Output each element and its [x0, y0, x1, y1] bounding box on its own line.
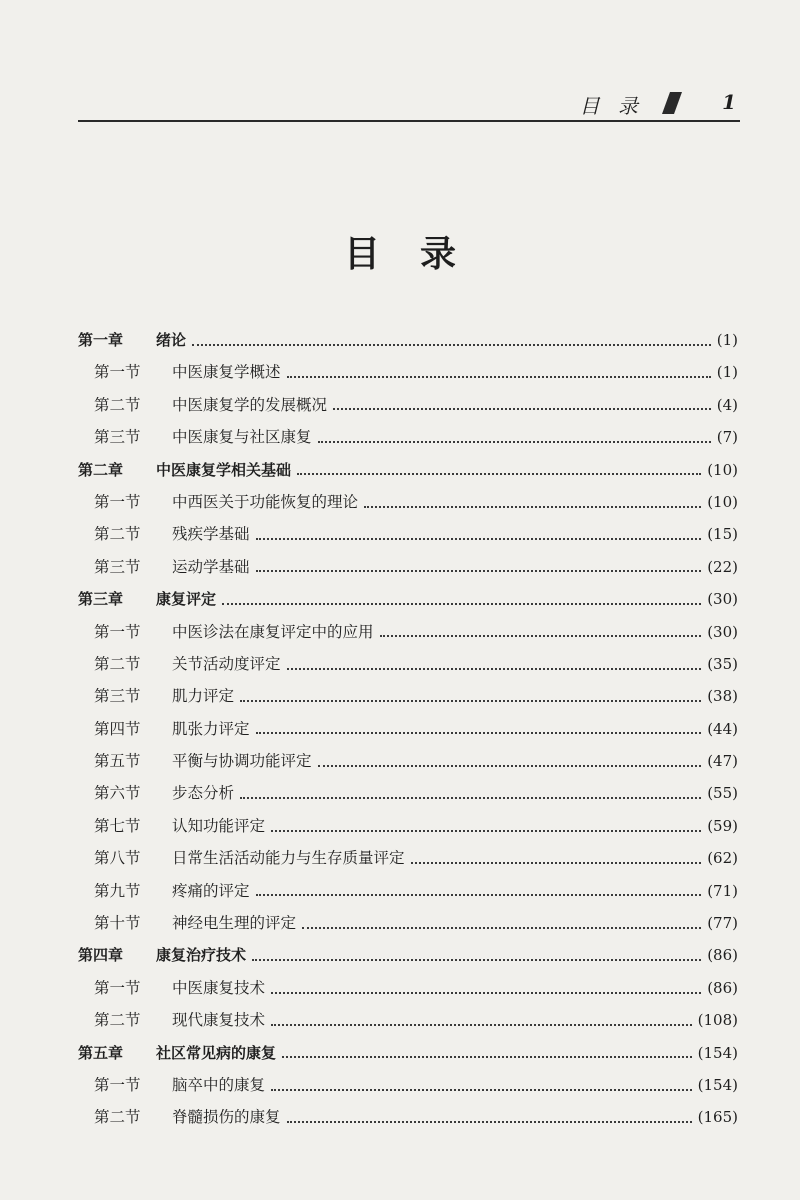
toc-entry-page: (154): [697, 1075, 738, 1094]
toc-entry-number: 第三节: [94, 428, 141, 447]
dot-leader: [252, 958, 701, 961]
toc-chapter-entry[interactable]: [78, 1037, 738, 1069]
toc-chapter-entry[interactable]: [78, 583, 738, 615]
toc-entry-page: (7): [716, 428, 738, 447]
page-title: 目录: [343, 234, 496, 275]
toc-chapter-entry[interactable]: [78, 454, 738, 486]
toc-entry-number: 第九节: [94, 881, 141, 900]
toc-entry-number: 第六节: [94, 784, 141, 803]
toc-section-entry[interactable]: [78, 648, 738, 680]
dot-leader: [271, 991, 701, 994]
toc-section-entry[interactable]: [78, 356, 738, 388]
toc-entry-label: 步态分析: [172, 784, 235, 803]
toc-section-entry[interactable]: [78, 518, 738, 550]
dot-leader: [318, 764, 702, 767]
dot-leader: [240, 699, 701, 702]
toc-entry-page: (59): [707, 816, 738, 835]
toc-entry-page: (44): [707, 719, 738, 738]
dot-leader: [364, 505, 701, 508]
toc-entry-page: (30): [707, 622, 738, 641]
toc-entry-page: (38): [707, 687, 738, 706]
dot-leader: [380, 634, 702, 637]
toc-section-entry[interactable]: [78, 421, 738, 453]
toc-entry-label: 日常生活活动能力与生存质量评定: [172, 849, 405, 868]
toc-entry-number: 第三节: [94, 557, 141, 576]
toc-entry-page: (35): [707, 654, 738, 673]
toc-entry-label: 中医康复与社区康复: [172, 428, 312, 447]
toc-entry-number: 第四章: [78, 946, 124, 965]
toc-entry-label: 现代康复技术: [172, 1011, 266, 1030]
toc-entry-label: 残疾学基础: [172, 525, 250, 544]
toc-section-entry[interactable]: [78, 616, 738, 648]
running-header: [78, 86, 740, 122]
toc-entry-label: 绪论: [156, 331, 187, 349]
toc-entry-number: 第七节: [94, 816, 141, 835]
dot-leader: [297, 472, 701, 475]
toc-entry-number: 第二节: [94, 1108, 141, 1127]
toc-entry-number: 第二节: [94, 525, 141, 544]
toc-chapter-entry[interactable]: [78, 939, 738, 971]
toc-section-entry[interactable]: [78, 1069, 738, 1101]
toc-section-entry[interactable]: [78, 777, 738, 809]
toc-entry-number: 第一节: [94, 363, 141, 382]
toc-entry-page: (154): [697, 1043, 738, 1062]
toc-entry-page: (15): [707, 525, 738, 544]
toc-entry-number: 第一章: [78, 331, 124, 349]
dot-leader: [192, 343, 711, 346]
toc-entry-number: 第三节: [94, 687, 141, 706]
toc-entry-label: 中西医关于功能恢复的理论: [172, 492, 359, 511]
toc-entry-label: 康复治疗技术: [156, 946, 247, 965]
toc-section-entry[interactable]: [78, 680, 738, 712]
dot-leader: [333, 407, 711, 410]
toc-entry-page: (1): [716, 331, 738, 349]
toc-entry-page: (10): [707, 492, 738, 511]
toc-section-entry[interactable]: [78, 907, 738, 939]
toc-entry-label: 脑卒中的康复: [172, 1075, 266, 1094]
toc-section-entry[interactable]: [78, 486, 738, 518]
toc-entry-label: 运动学基础: [172, 557, 250, 576]
toc-entry-label: 认知功能评定: [172, 816, 266, 835]
dot-leader: [256, 893, 702, 896]
dot-leader: [411, 861, 702, 864]
toc-section-entry[interactable]: [78, 389, 738, 421]
dot-leader: [282, 1055, 692, 1058]
toc-entry-page: (30): [707, 590, 738, 609]
toc-section-entry[interactable]: [78, 842, 738, 874]
toc-entry-number: 第一节: [94, 492, 141, 511]
toc-entry-label: 关节活动度评定: [172, 654, 281, 673]
toc-entry-number: 第一节: [94, 1075, 141, 1094]
toc-entry-number: 第四节: [94, 719, 141, 738]
toc-entry-number: 第五章: [78, 1043, 124, 1062]
toc-entry-label: 脊髓损伤的康复: [172, 1108, 281, 1127]
toc-entry-number: 第二节: [94, 1011, 141, 1030]
toc-entry-page: (1): [716, 363, 738, 382]
dot-leader: [318, 440, 711, 443]
toc-section-entry[interactable]: [78, 1101, 738, 1133]
toc-section-entry[interactable]: [78, 972, 738, 1004]
toc-section-entry[interactable]: [78, 551, 738, 583]
dot-leader: [271, 829, 701, 832]
toc-section-entry[interactable]: [78, 875, 738, 907]
toc-section-entry[interactable]: [78, 713, 738, 745]
toc-entry-number: 第十节: [94, 914, 141, 933]
toc-entry-number: 第二节: [94, 654, 141, 673]
dot-leader: [222, 602, 701, 605]
toc-entry-page: (10): [707, 460, 738, 479]
toc-entry-page: (55): [707, 784, 738, 803]
toc-entry-page: (165): [697, 1108, 738, 1127]
dot-leader: [240, 796, 701, 799]
dot-leader: [287, 375, 711, 378]
dot-leader: [256, 569, 702, 572]
toc-entry-label: 中医康复技术: [172, 978, 266, 997]
toc-entry-number: 第八节: [94, 849, 141, 868]
toc-entry-page: (108): [697, 1011, 738, 1030]
toc-section-entry[interactable]: [78, 810, 738, 842]
running-title: 目 录: [579, 94, 644, 118]
toc-entry-label: 疼痛的评定: [172, 881, 250, 900]
toc-entry-page: (86): [707, 978, 738, 997]
running-page-number: 1: [722, 90, 736, 114]
header-slash-bar: [652, 92, 712, 114]
toc-entry-page: (22): [707, 557, 738, 576]
toc-entry-page: (71): [707, 881, 738, 900]
toc-entry-number: 第二章: [78, 460, 124, 479]
toc-entry-label: 康复评定: [156, 590, 217, 609]
table-of-contents: [78, 324, 738, 1134]
toc-entry-number: 第一节: [94, 622, 141, 641]
toc-entry-page: (62): [707, 849, 738, 868]
toc-entry-number: 第二节: [94, 395, 141, 414]
dot-leader: [271, 1023, 692, 1026]
toc-entry-page: (77): [707, 914, 738, 933]
toc-entry-label: 平衡与协调功能评定: [172, 752, 312, 771]
toc-entry-page: (86): [707, 946, 738, 965]
toc-entry-label: 中医诊法在康复评定中的应用: [172, 622, 374, 641]
toc-entry-label: 中医康复学相关基础: [156, 460, 292, 479]
toc-entry-label: 中医康复学的发展概况: [172, 395, 328, 414]
toc-chapter-entry[interactable]: [78, 324, 738, 356]
toc-section-entry[interactable]: [78, 745, 738, 777]
toc-entry-label: 神经电生理的评定: [172, 914, 297, 933]
dot-leader: [271, 1088, 692, 1091]
toc-entry-page: (4): [716, 395, 738, 414]
toc-entry-page: (47): [707, 752, 738, 771]
dot-leader: [256, 537, 702, 540]
toc-entry-label: 肌力评定: [172, 687, 235, 706]
toc-entry-label: 中医康复学概述: [172, 363, 281, 382]
toc-section-entry[interactable]: [78, 1004, 738, 1036]
toc-entry-number: 第一节: [94, 978, 141, 997]
dot-leader: [287, 667, 702, 670]
dot-leader: [302, 926, 701, 929]
toc-entry-number: 第五节: [94, 752, 141, 771]
toc-entry-number: 第三章: [78, 590, 124, 609]
dot-leader: [287, 1120, 692, 1123]
toc-entry-label: 肌张力评定: [172, 719, 250, 738]
dot-leader: [256, 731, 702, 734]
toc-entry-label: 社区常见病的康复: [156, 1043, 277, 1062]
